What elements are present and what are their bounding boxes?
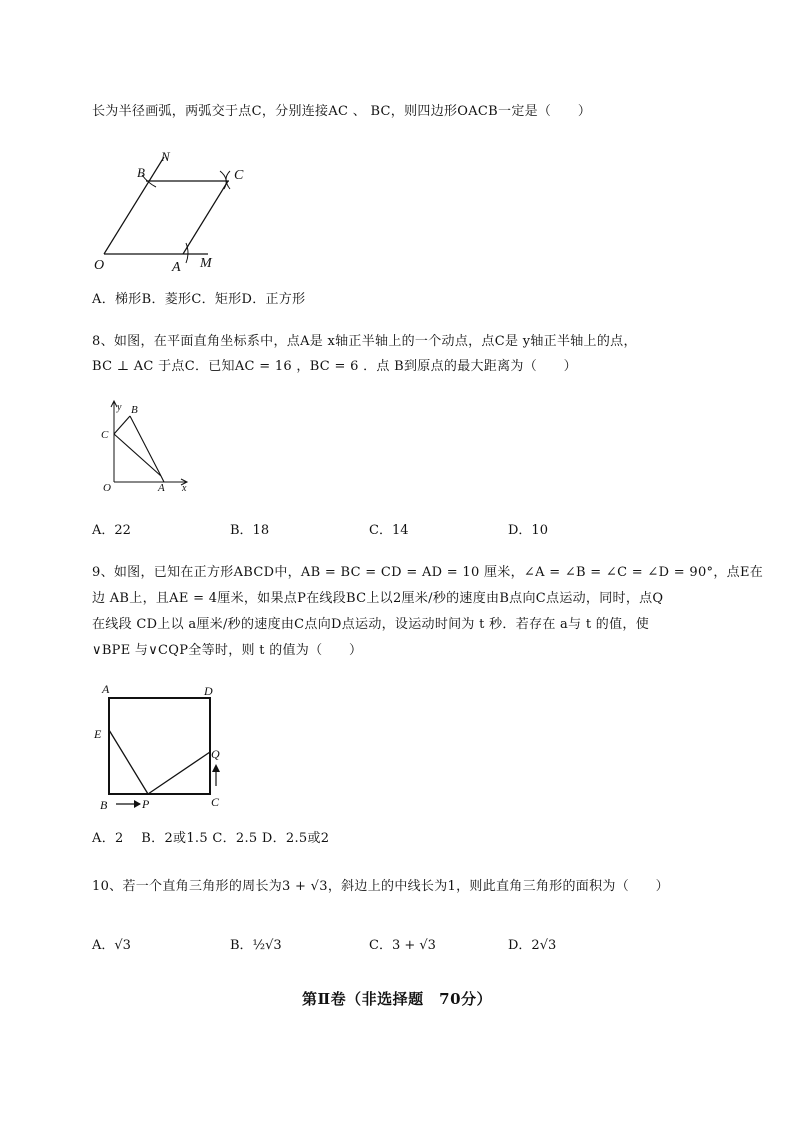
q10-option-b: B．½√3 <box>230 938 282 953</box>
q8-text-line2: BC ⊥ AC 于点C．已知AC = 16 ，BC = 6 ．点 B到原点的最大距离为（ ） <box>92 359 577 374</box>
q8-coordinate-figure <box>98 398 198 494</box>
q7-label-C: C <box>234 168 244 183</box>
q7-rhombus-figure <box>90 145 244 275</box>
q7-options: A．梯形B．菱形C．矩形D．正方形 <box>92 292 306 307</box>
q10-option-d: D．2√3 <box>508 938 557 953</box>
q9-text-line3: 在线段 CD上以 a厘米/秒的速度由C点向D点运动，设运动时间为 t 秒．若存在 a与 t 的值，使 <box>92 617 649 632</box>
q7-label-N: N <box>161 149 170 164</box>
q7-label-B: B <box>137 165 145 180</box>
q8-label-C: C <box>101 429 109 441</box>
q9-label-D: D <box>204 684 213 698</box>
q7-label-O: O <box>94 258 105 273</box>
q9-label-A: A <box>102 682 110 696</box>
q8-option-c: C．14 <box>369 523 409 538</box>
q8-label-y: y <box>117 402 122 413</box>
q9-square-figure <box>90 680 230 815</box>
q9-text-line2: 边 AB上，且AE = 4厘米，如果点P在线段BC上以2厘米/秒的速度由B点向C点运动，同时，点Q <box>92 591 664 606</box>
q10-option-a: A．√3 <box>92 938 131 953</box>
q10-option-c: C．3 + √3 <box>369 938 436 953</box>
q9-label-P: P <box>142 797 150 811</box>
q10-text-line1: 10、若一个直角三角形的周长为3 + √3，斜边上的中线长为1，则此直角三角形的面积为（ ） <box>92 879 669 894</box>
q9-options: A．2 B．2或1.5 C．2.5 D．2.5或2 <box>92 831 330 846</box>
q7-label-M: M <box>200 256 212 271</box>
q9-text-line4: ∨BPE 与∨CQP全等时，则 t 的值为（ ） <box>92 643 363 658</box>
q8-text-line1: 8、如图，在平面直角坐标系中，点A是 x轴正半轴上的一个动点，点C是 y轴正半轴上的点， <box>92 334 637 349</box>
q9-label-E: E <box>94 727 102 741</box>
q9-label-Q: Q <box>211 747 220 761</box>
q8-label-A: A <box>158 482 165 494</box>
q8-option-b: B．18 <box>230 523 270 538</box>
q9-label-C: C <box>211 795 220 809</box>
q7-text-line1: 长为半径画弧，两弧交于点C，分别连接AC 、 BC，则四边形OACB一定是（ ） <box>92 104 592 119</box>
q8-label-x: x <box>182 483 187 494</box>
q8-label-B: B <box>131 404 138 416</box>
q8-option-a: A．22 <box>92 523 131 538</box>
q7-label-A: A <box>172 260 181 275</box>
section-title: 第Ⅱ卷（非选择题 70分） <box>301 990 493 1008</box>
q9-text-line1: 9、如图，已知在正方形ABCD中，AB = BC = CD = AD = 10 厘米，∠A = ∠B = ∠C = ∠D = 90°，点E在 <box>92 565 764 580</box>
q9-label-B: B <box>100 798 108 812</box>
q8-label-O: O <box>103 482 111 494</box>
q8-option-d: D．10 <box>508 523 548 538</box>
